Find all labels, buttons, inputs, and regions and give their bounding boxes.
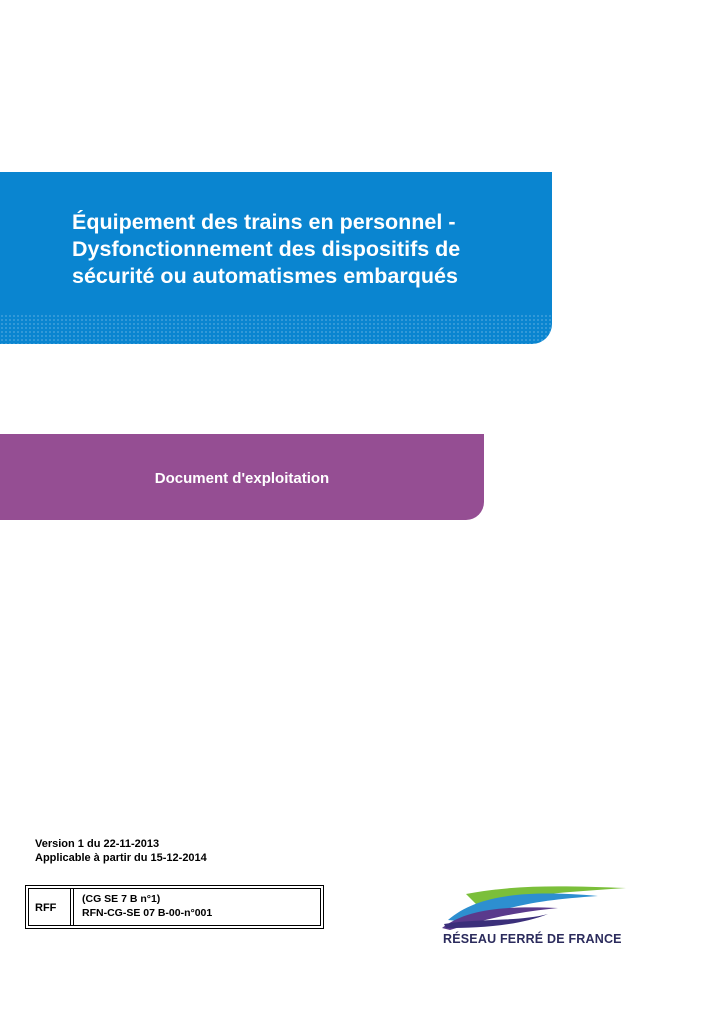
title-line-2: Dysfonctionnement des dispositifs de	[72, 237, 461, 261]
applicable-date-line: Applicable à partir du 15-12-2014	[35, 852, 207, 864]
title-band-texture	[0, 314, 552, 344]
reference-codes	[82, 892, 212, 920]
version-info	[35, 837, 207, 865]
reference-code-new: RFN-CG-SE 07 B-00-n°001	[82, 907, 213, 919]
subtitle-band	[0, 434, 484, 520]
title-line-3: sécurité ou automatismes embarqués	[72, 264, 458, 288]
reference-box-inner	[28, 888, 321, 926]
document-title	[72, 209, 542, 290]
document-type: Document d'exploitation	[154, 470, 330, 487]
reference-label: RFF	[35, 902, 57, 914]
version-line: Version 1 du 22-11-2013	[35, 838, 160, 850]
reference-code-old: (CG SE 7 B n°1)	[82, 893, 161, 905]
title-line-1: Équipement des trains en personnel -	[72, 210, 456, 234]
rff-logo-text: RÉSEAU FERRÉ DE FRANCE	[443, 932, 622, 946]
reference-box	[25, 885, 324, 929]
reference-label-cell	[29, 889, 74, 925]
title-band	[0, 172, 552, 344]
